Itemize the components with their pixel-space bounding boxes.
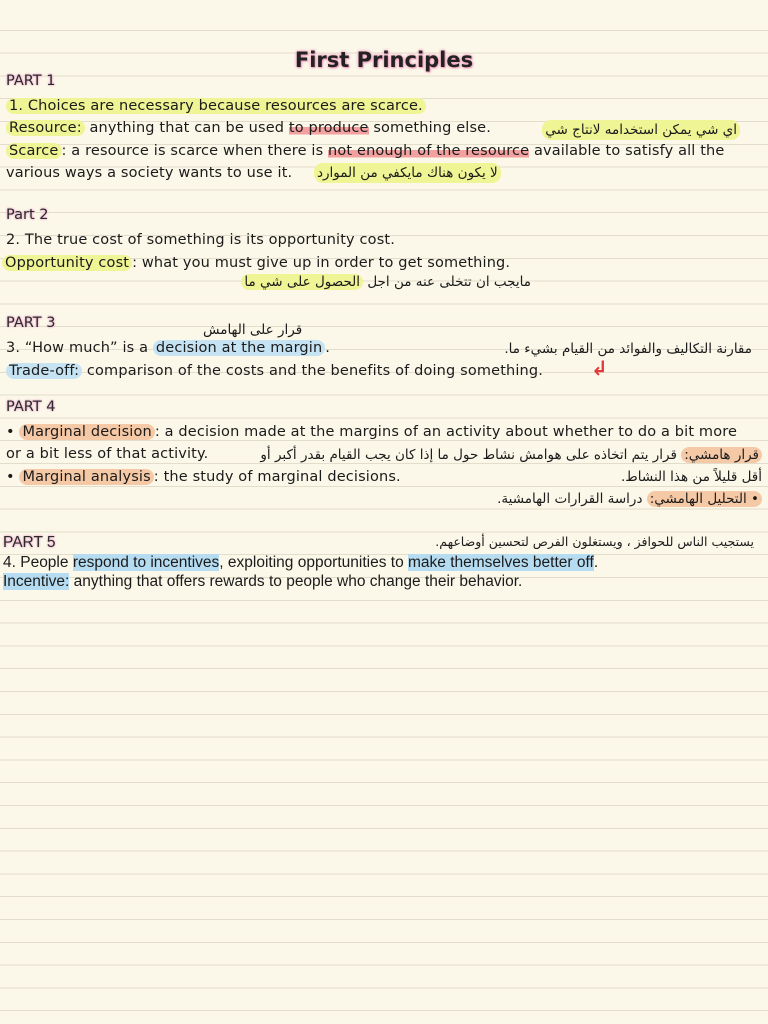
scarce-def-a: : a resource is scarce when there is	[61, 143, 329, 159]
part3-principle-a: 3. “How much” is a	[6, 340, 153, 356]
respond-incentives-highlight: respond to incentives	[72, 554, 220, 571]
part5-principle-e: .	[593, 554, 599, 571]
part2-label: Part 2	[6, 207, 49, 223]
tradeoff-term: Trade-off:	[6, 363, 82, 379]
marginal-analysis-arabic-term: • التحليل الهامشي:	[647, 491, 762, 507]
part2-principle: 2. The true cost of something is its opportunity cost.	[6, 232, 395, 248]
opportunity-cost-arabic	[241, 272, 531, 292]
return-arrow-icon: ↲	[591, 356, 608, 380]
bullet: •	[6, 424, 15, 440]
incentive-definition	[3, 572, 522, 592]
marginal-decision-definition-cont: or a bit less of that activity.	[6, 446, 209, 462]
part3-principle-c: .	[325, 340, 331, 356]
incentive-term: Incentive:	[3, 573, 70, 590]
scarce-def-c: available to satisfy all the	[529, 143, 725, 159]
principle-1-highlight: 1. Choices are necessary because resources are scarce.	[6, 98, 426, 114]
margin-arabic-note: قرار على الهامش	[203, 322, 303, 338]
scarce-arabic-note: لا يكون هناك مايكفي من الموارد	[314, 163, 501, 183]
tradeoff-definition	[6, 361, 543, 381]
resource-term: Resource:	[6, 120, 85, 136]
part1-label: PART 1	[6, 73, 56, 89]
scarce-term: Scarce	[6, 143, 62, 159]
marginal-decision-arabic-term: قرار هامشي:	[681, 447, 762, 463]
tradeoff-arabic: مقارنة التكاليف والفوائد من القيام بشيء ما.	[504, 341, 752, 357]
scarce-definition-cont: various ways a society wants to use it.	[6, 165, 293, 181]
marginal-analysis-arabic	[497, 489, 762, 509]
marginal-analysis-definition	[6, 467, 401, 487]
part4-label: PART 4	[6, 399, 56, 415]
marginal-decision-def-a: : a decision made at the margins of an activity about whether to do a bit more	[154, 424, 738, 440]
not-enough-highlight: not enough of the resource	[328, 143, 530, 159]
opportunity-arabic-a: مايجب ان تتخلى عنه من اجل	[363, 274, 531, 290]
bullet: •	[6, 469, 15, 485]
opportunity-cost-term: Opportunity cost	[2, 255, 132, 271]
marginal-analysis-def: : the study of marginal decisions.	[153, 469, 401, 485]
part3-principle	[6, 338, 330, 358]
incentives-arabic: يستجيب الناس للحوافز ، ويستغلون الفرص لتحسين أوضاعهم.	[435, 534, 754, 549]
tradeoff-def: comparison of the costs and the benefits of doing something.	[82, 363, 544, 379]
decision-at-margin-highlight: decision at the margin	[153, 340, 325, 356]
opportunity-cost-definition	[6, 253, 510, 273]
marginal-analysis-arabic-def: دراسة القرارات الهامشية.	[497, 491, 647, 507]
incentive-def: anything that offers rewards to people who change their behavior.	[69, 573, 523, 590]
marginal-decision-arabic	[260, 445, 762, 465]
page-title: First Principles	[294, 48, 474, 72]
better-off-highlight: make themselves better off	[408, 554, 594, 571]
to-produce-highlight: to produce	[288, 120, 369, 136]
resource-definition	[6, 118, 491, 138]
marginal-analysis-term: Marginal analysis	[19, 469, 153, 485]
opportunity-arabic-highlight: الحصول على شي ما	[241, 274, 363, 290]
marginal-decision-arabic-cont: أقل قليلاً من هذا النشاط.	[621, 469, 762, 485]
part5-principle	[3, 553, 598, 573]
resource-def-a: anything that can be used	[84, 120, 289, 136]
part1-principle	[6, 96, 426, 116]
opportunity-cost-def: : what you must give up in order to get something.	[132, 255, 511, 271]
marginal-decision-definition	[6, 422, 737, 442]
marginal-decision-term: Marginal decision	[19, 424, 154, 440]
marginal-decision-arabic-def: قرار يتم اتخاذه على هوامش نشاط حول ما إذا كان يجب القيام بقدر أكبر أو	[260, 447, 682, 463]
resource-def-c: something else.	[368, 120, 491, 136]
part5-principle-c: , exploiting opportunities to	[219, 554, 408, 571]
resource-arabic-note: اي شي يمكن استخدامه لانتاج شي	[542, 120, 740, 140]
part3-label: PART 3	[6, 315, 56, 331]
scarce-definition	[6, 141, 724, 161]
part5-label: PART 5	[3, 534, 56, 551]
part5-principle-a: 4. People	[3, 554, 73, 571]
